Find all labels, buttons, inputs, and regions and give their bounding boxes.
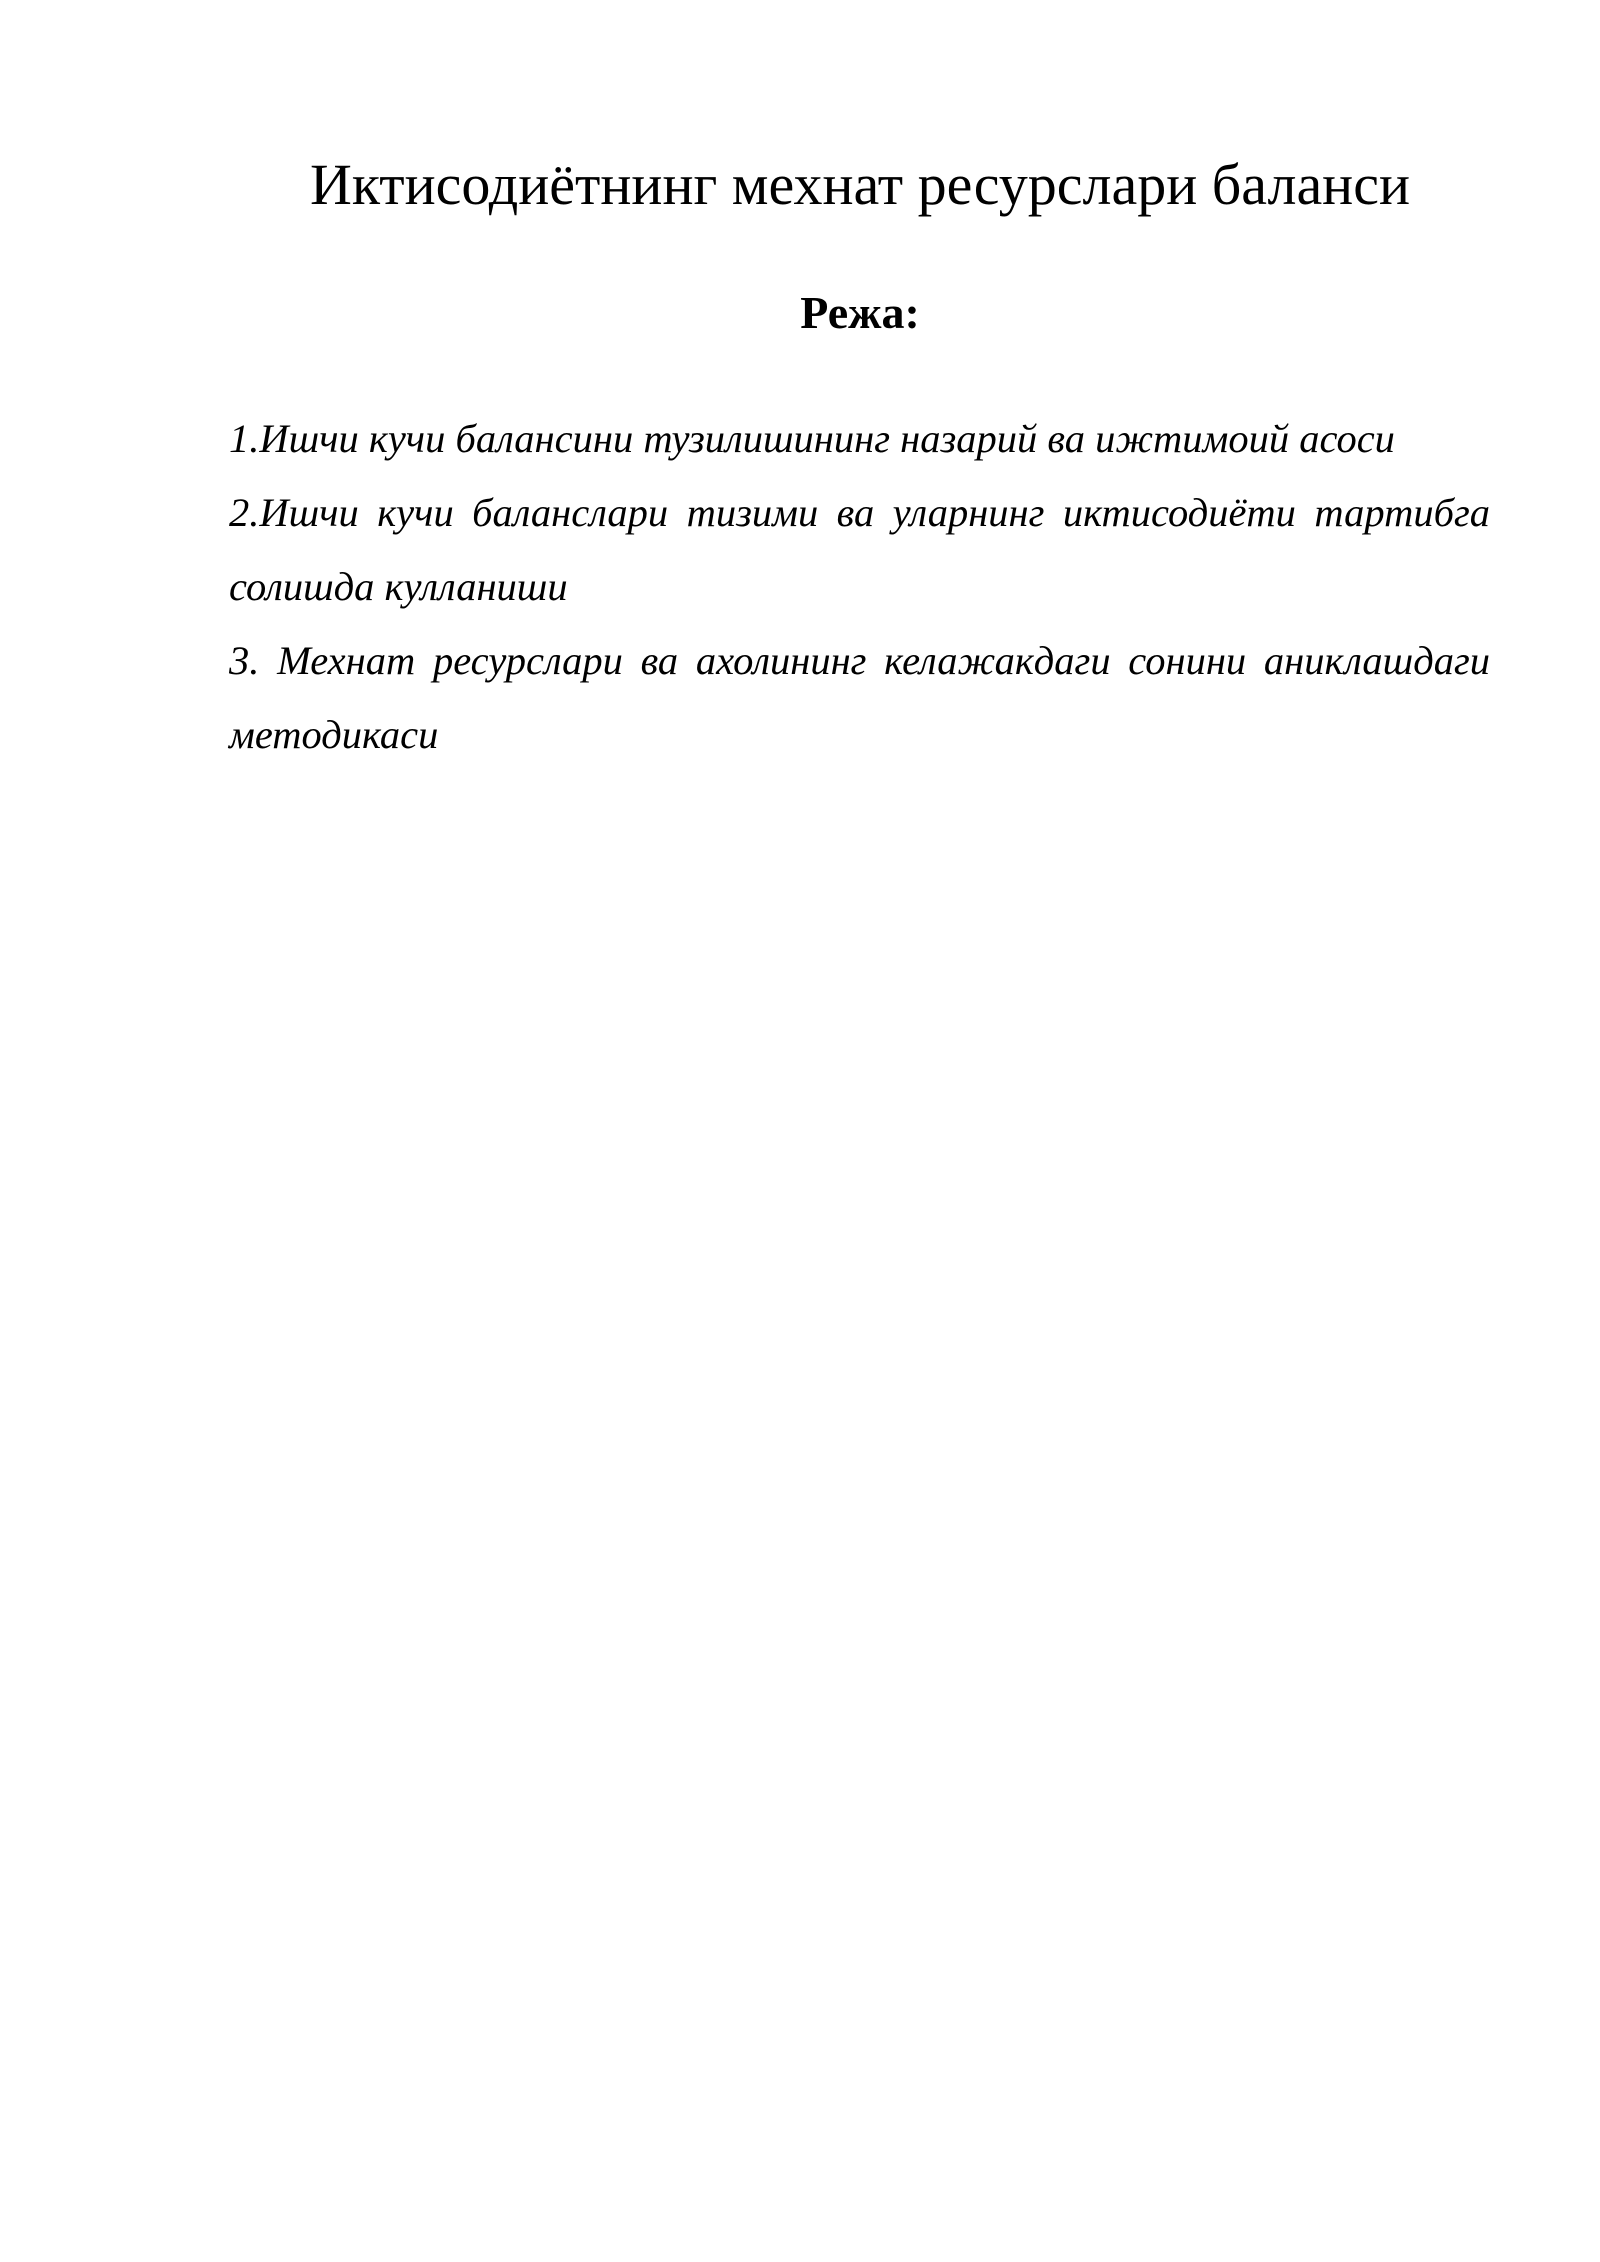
plan-heading: Режа: (800, 287, 920, 338)
plan-item: 2.Ишчи кучи баланслари тизими ва уларнинг иктисодиёти тартибга солишда кулланиши (229, 490, 1490, 609)
plan-item: 3. Мехнат ресурслари ва ахолининг келажакдаги сонини аниклашдаги методикаси (229, 638, 1490, 757)
plan-list (229, 402, 1490, 772)
plan-item: 1.Ишчи кучи балансини тузилишининг назарий ва ижтимоий асоси (229, 416, 1395, 461)
document-title: Иктисодиётнинг мехнат ресурслари баланси (309, 152, 1411, 217)
